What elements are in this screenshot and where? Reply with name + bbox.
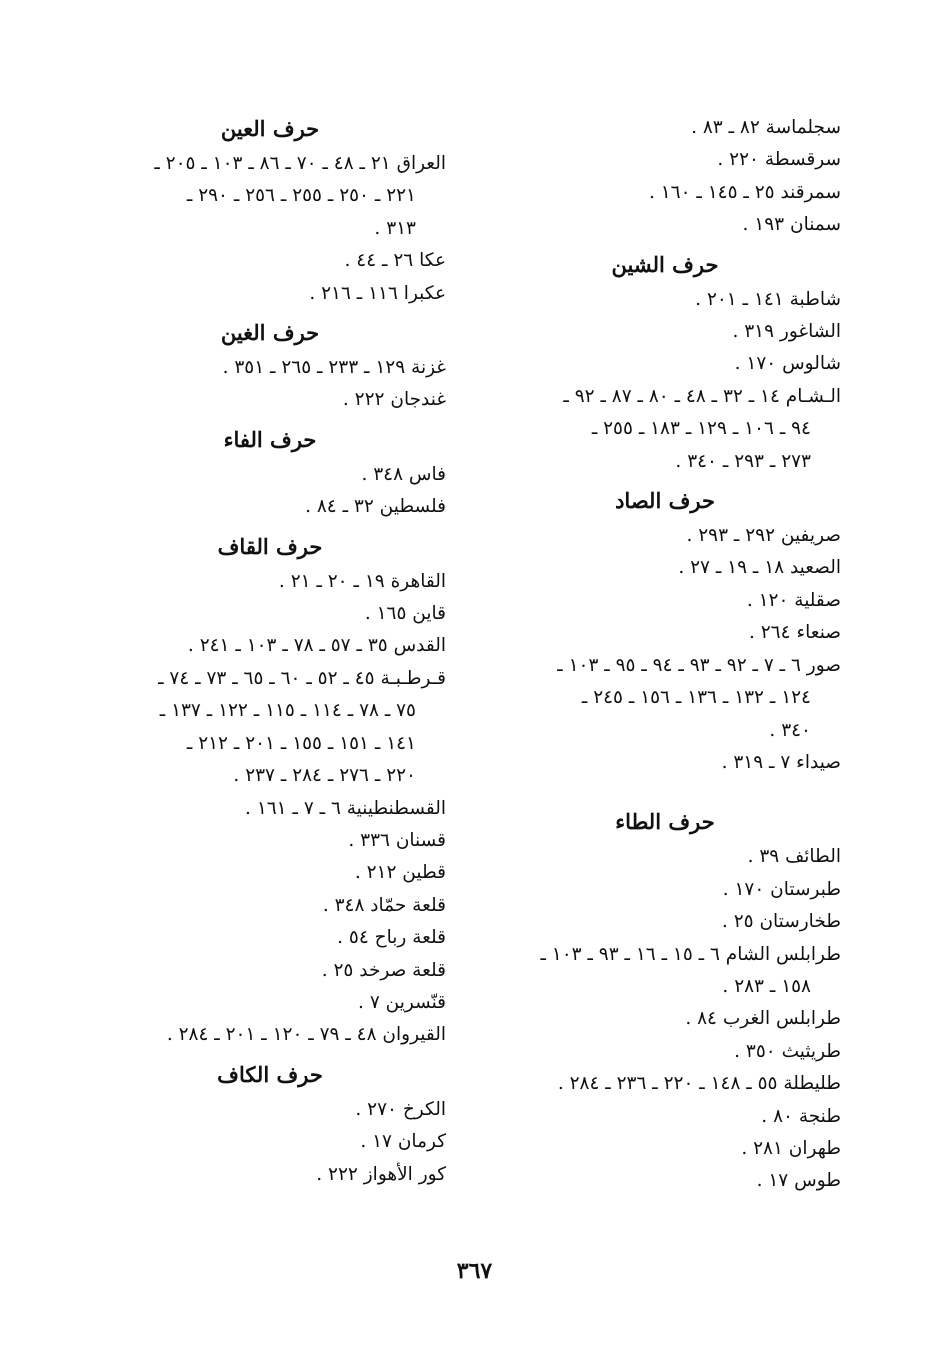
- index-entry-continuation: ٢٢٠ ـ ٢٧٦ ـ ٢٨٤ ـ ٢٣٧ .: [233, 765, 416, 787]
- section-heading: حرف الصاد: [615, 488, 715, 514]
- index-entry: صور ٦ ـ ٧ ـ ٩٢ ـ ٩٣ ـ ٩٤ ـ ٩٥ ـ ١٠٣ ـ: [557, 654, 841, 676]
- index-entry-continuation: ٧٥ ـ ٧٨ ـ ١١٤ ـ ١١٥ ـ ١٢٢ ـ ١٣٧ ـ: [159, 700, 416, 722]
- index-entry: طرابلس الشام ٦ ـ ١٥ ـ ١٦ ـ ٩٣ ـ ١٠٣ ـ: [540, 943, 841, 965]
- index-entry: صريفين ٢٩٢ ـ ٢٩٣ .: [686, 525, 841, 547]
- index-entry: قطين ٢١٢ .: [354, 862, 446, 884]
- index-entry-continuation: ٣١٣ .: [374, 217, 416, 239]
- index-entry: الشاغور ٣١٩ .: [732, 321, 841, 343]
- index-entry-continuation: ٢٢١ ـ ٢٥٠ ـ ٢٥٥ ـ ٢٥٦ ـ ٢٩٠ ـ: [186, 185, 416, 207]
- section-fa: [94, 423, 446, 524]
- index-entry: طنجة ٨٠ .: [761, 1105, 841, 1127]
- index-entry: طريثيث ٣٥٠ .: [734, 1040, 841, 1062]
- index-entry: سرقسطة ٢٢٠ .: [717, 149, 841, 171]
- right-column: [489, 112, 841, 1198]
- index-entry: الكرخ ٢٧٠ .: [355, 1098, 446, 1120]
- index-entry: كرمان ١٧ .: [360, 1131, 446, 1153]
- section-spacer: [489, 779, 841, 799]
- section-qaf: [94, 530, 446, 1052]
- section-heading: حرف الشين: [611, 251, 719, 277]
- page-number: ٣٦٧: [456, 1258, 493, 1284]
- section-sad: [489, 484, 841, 779]
- index-entry: سجلماسة ٨٢ ـ ٨٣ .: [691, 117, 841, 138]
- index-entry: الـشـام ١٤ ـ ٣٢ ـ ٤٨ ـ ٨٠ ـ ٨٧ ـ ٩٢ ـ: [563, 385, 841, 407]
- index-entry: صقلية ١٢٠ .: [746, 589, 841, 611]
- index-entry: غندجان ٢٢٢ .: [342, 389, 446, 411]
- index-entry: قلعة صرخد ٢٥ .: [321, 959, 446, 981]
- index-entry: سمرقند ٢٥ ـ ١٤٥ ـ ١٦٠ .: [648, 181, 841, 203]
- index-entry: القاهرة ١٩ ـ ٢٠ ـ ٢١ .: [278, 570, 446, 592]
- index-entry: شالوس ١٧٠ .: [734, 353, 841, 375]
- section-kaf: [94, 1058, 446, 1191]
- section-heading: حرف الطاء: [615, 809, 715, 835]
- index-entry: فلسطين ٣٢ ـ ٨٤ .: [305, 496, 446, 518]
- section-heading: حرف الكاف: [217, 1061, 323, 1087]
- index-entry: العراق ٢١ ـ ٤٨ ـ ٧٠ ـ ٨٦ ـ ١٠٣ ـ ٢٠٥ ـ: [154, 153, 446, 174]
- index-entry: قاين ١٦٥ .: [364, 603, 446, 625]
- index-entry: طخارستان ٢٥ .: [721, 911, 841, 933]
- index-entry: قلعة حمّاد ٣٤٨ .: [322, 894, 446, 916]
- index-entry: طرابلس الغرب ٨٤ .: [685, 1008, 841, 1030]
- section-heading: حرف الفاء: [223, 426, 317, 452]
- section-heading: حرف العين: [220, 116, 320, 141]
- index-entry: عكبرا ١١٦ ـ ٢١٦ .: [309, 282, 446, 304]
- index-entry: شاطبة ١٤١ ـ ٢٠١ .: [695, 288, 841, 310]
- index-entry-continuation: ٩٤ ـ ١٠٦ ـ ١٢٩ ـ ١٨٣ ـ ٢٥٥ ـ: [591, 418, 811, 440]
- index-entry-continuation: ١٥٨ ـ ٢٨٣ .: [722, 975, 811, 997]
- index-entry: الطائف ٣٩ .: [747, 846, 841, 868]
- section-ta: [489, 805, 841, 1197]
- section-ghain: [94, 316, 446, 417]
- index-entry: قسنان ٣٣٦ .: [348, 829, 446, 851]
- section-shin: [489, 248, 841, 478]
- index-entry: كور الأهواز ٢٢٢ .: [316, 1163, 446, 1185]
- index-entry: القدس ٣٥ ـ ٥٧ ـ ٧٨ ـ ١٠٣ ـ ٢٤١ .: [187, 635, 446, 657]
- index-entry: صيداء ٧ ـ ٣١٩ .: [721, 751, 841, 773]
- index-entry: قلعة رباح ٥٤ .: [337, 927, 446, 949]
- index-entry: القيروان ٤٨ ـ ٧٩ ـ ١٢٠ ـ ٢٠١ ـ ٢٨٤ .: [166, 1024, 446, 1046]
- index-entry: قنّسرين ٧ .: [358, 991, 446, 1013]
- section-heading: حرف القاف: [217, 533, 323, 559]
- left-column: [94, 112, 446, 1191]
- index-entry: قـرطـبـة ٤٥ ـ ٥٢ ـ ٦٠ ـ ٦٥ ـ ٧٣ ـ ٧٤ ـ: [158, 667, 446, 689]
- index-entry: عكا ٢٦ ـ ٤٤ .: [344, 250, 446, 272]
- index-entry: فاس ٣٤٨ .: [361, 463, 446, 485]
- index-entry: طهران ٢٨١ .: [741, 1137, 841, 1159]
- index-entry-continuation: ٣٤٠ .: [769, 719, 811, 741]
- index-entry: طليطلة ٥٥ ـ ١٤٨ ـ ٢٢٠ ـ ٢٣٦ ـ ٢٨٤ .: [557, 1073, 841, 1095]
- index-entry: صنعاء ٢٦٤ .: [748, 622, 841, 644]
- index-entry: طوس ١٧ .: [756, 1170, 841, 1192]
- index-entry-continuation: ٢٧٣ ـ ٢٩٣ ـ ٣٤٠ .: [675, 450, 811, 472]
- index-entry: طبرستان ١٧٠ .: [722, 878, 841, 900]
- section-sin-continued: [489, 112, 841, 242]
- index-entry-continuation: ١٢٤ ـ ١٣٢ ـ ١٣٦ ـ ١٥٦ ـ ٢٤٥ ـ: [581, 687, 811, 709]
- index-entry: الصعيد ١٨ ـ ١٩ ـ ٢٧ .: [678, 557, 841, 579]
- index-entry: القسطنطينية ٦ ـ ٧ ـ ١٦١ .: [245, 797, 446, 819]
- index-entry: سمنان ١٩٣ .: [742, 214, 841, 236]
- section-ain: [94, 112, 446, 310]
- index-entry-continuation: ١٤١ ـ ١٥١ ـ ١٥٥ ـ ٢٠١ ـ ٢١٢ ـ: [186, 732, 416, 754]
- index-entry: غزنة ١٢٩ ـ ٢٣٣ ـ ٢٦٥ ـ ٣٥١ .: [222, 357, 446, 379]
- section-heading: حرف الغين: [220, 320, 320, 346]
